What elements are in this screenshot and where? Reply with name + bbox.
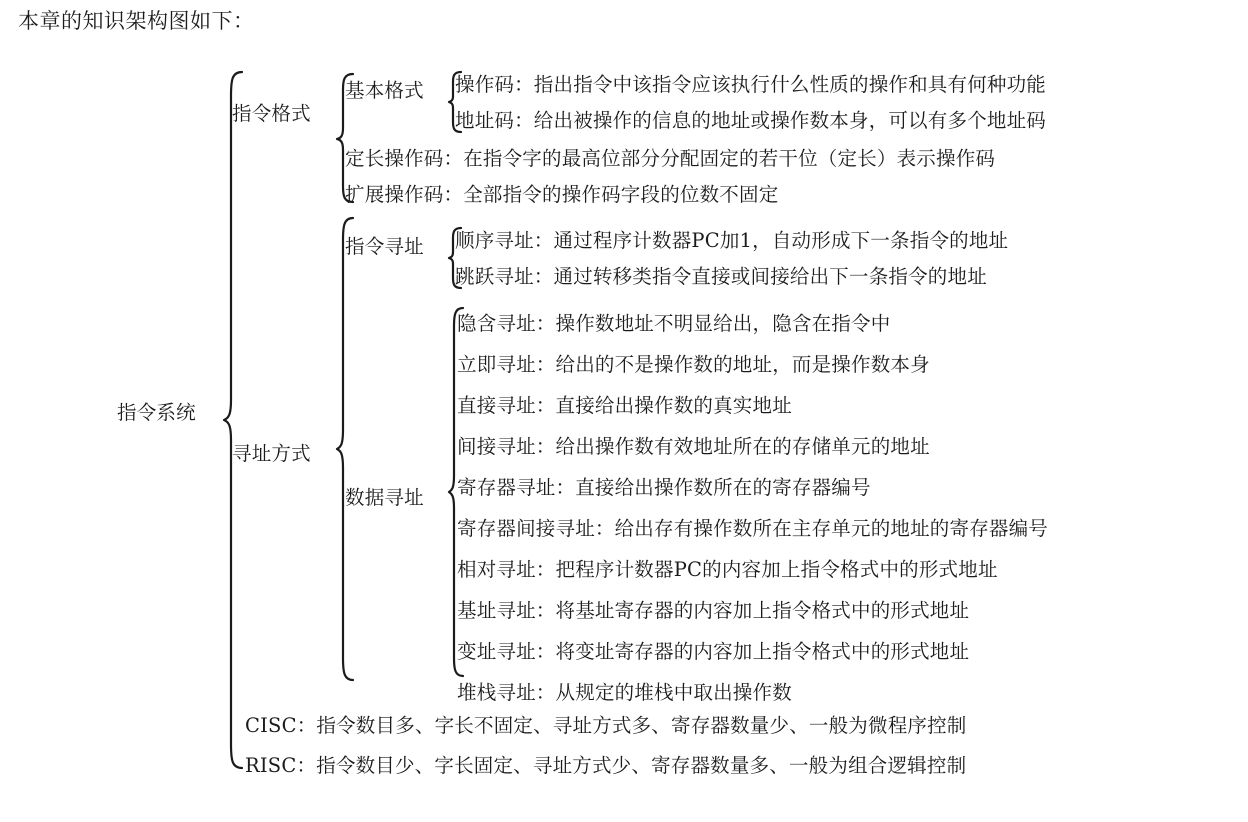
branch-label-addressing: 寻址方式	[232, 442, 311, 465]
node-instruction-addressing-label: 指令寻址	[345, 235, 424, 258]
leaf-direct-addressing: 直接寻址：直接给出操作数的真实地址	[457, 394, 792, 417]
leaf-register-indirect-addressing: 寄存器间接寻址：给出存有操作数所在主存单元的地址的寄存器编号	[457, 517, 1049, 540]
node-basic-format-label: 基本格式	[345, 79, 424, 102]
leaf-indirect-addressing: 间接寻址：给出操作数有效地址所在的存储单元的地址	[457, 435, 930, 458]
leaf-implied-addressing: 隐含寻址：操作数地址不明显给出，隐含在指令中	[457, 312, 891, 335]
root-brace	[222, 70, 244, 770]
leaf-register-addressing: 寄存器寻址：直接给出操作数所在的寄存器编号	[457, 476, 871, 499]
leaf-cisc: CISC：指令数目多、字长不固定、寻址方式多、寄存器数量少、一般为微程序控制	[245, 714, 967, 737]
leaf-base-addressing: 基址寻址：将基址寄存器的内容加上指令格式中的形式地址	[457, 599, 970, 622]
leaf-risc: RISC：指令数目少、字长固定、寻址方式少、寄存器数量多、一般为组合逻辑控制	[245, 754, 967, 777]
branch-label-instruction-format: 指令格式	[232, 102, 311, 125]
leaf-address-code: 地址码：给出被操作的信息的地址或操作数本身，可以有多个地址码	[455, 109, 1047, 132]
leaf-relative-addressing: 相对寻址：把程序计数器PC的内容加上指令格式中的形式地址	[457, 558, 998, 581]
leaf-opcode: 操作码：指出指令中该指令应该执行什么性质的操作和具有何种功能	[455, 73, 1047, 96]
leaf-fixed-length-opcode: 定长操作码：在指令字的最高位部分分配固定的若干位（定长）表示操作码	[345, 147, 996, 170]
leaf-indexed-addressing: 变址寻址：将变址寄存器的内容加上指令格式中的形式地址	[457, 640, 970, 663]
leaf-sequential-addressing: 顺序寻址：通过程序计数器PC加1，自动形成下一条指令的地址	[455, 229, 1009, 252]
addressing-brace	[335, 216, 355, 682]
leaf-jump-addressing: 跳跃寻址：通过转移类指令直接或间接给出下一条指令的地址	[455, 265, 987, 288]
intro-text: 本章的知识架构图如下：	[18, 9, 255, 33]
node-data-addressing-label: 数据寻址	[345, 486, 424, 509]
leaf-stack-addressing: 堆栈寻址：从规定的堆栈中取出操作数	[457, 681, 792, 704]
leaf-immediate-addressing: 立即寻址：给出的不是操作数的地址，而是操作数本身	[457, 353, 930, 376]
leaf-extended-opcode: 扩展操作码：全部指令的操作码字段的位数不固定	[345, 183, 779, 206]
root-label: 指令系统	[117, 401, 196, 424]
